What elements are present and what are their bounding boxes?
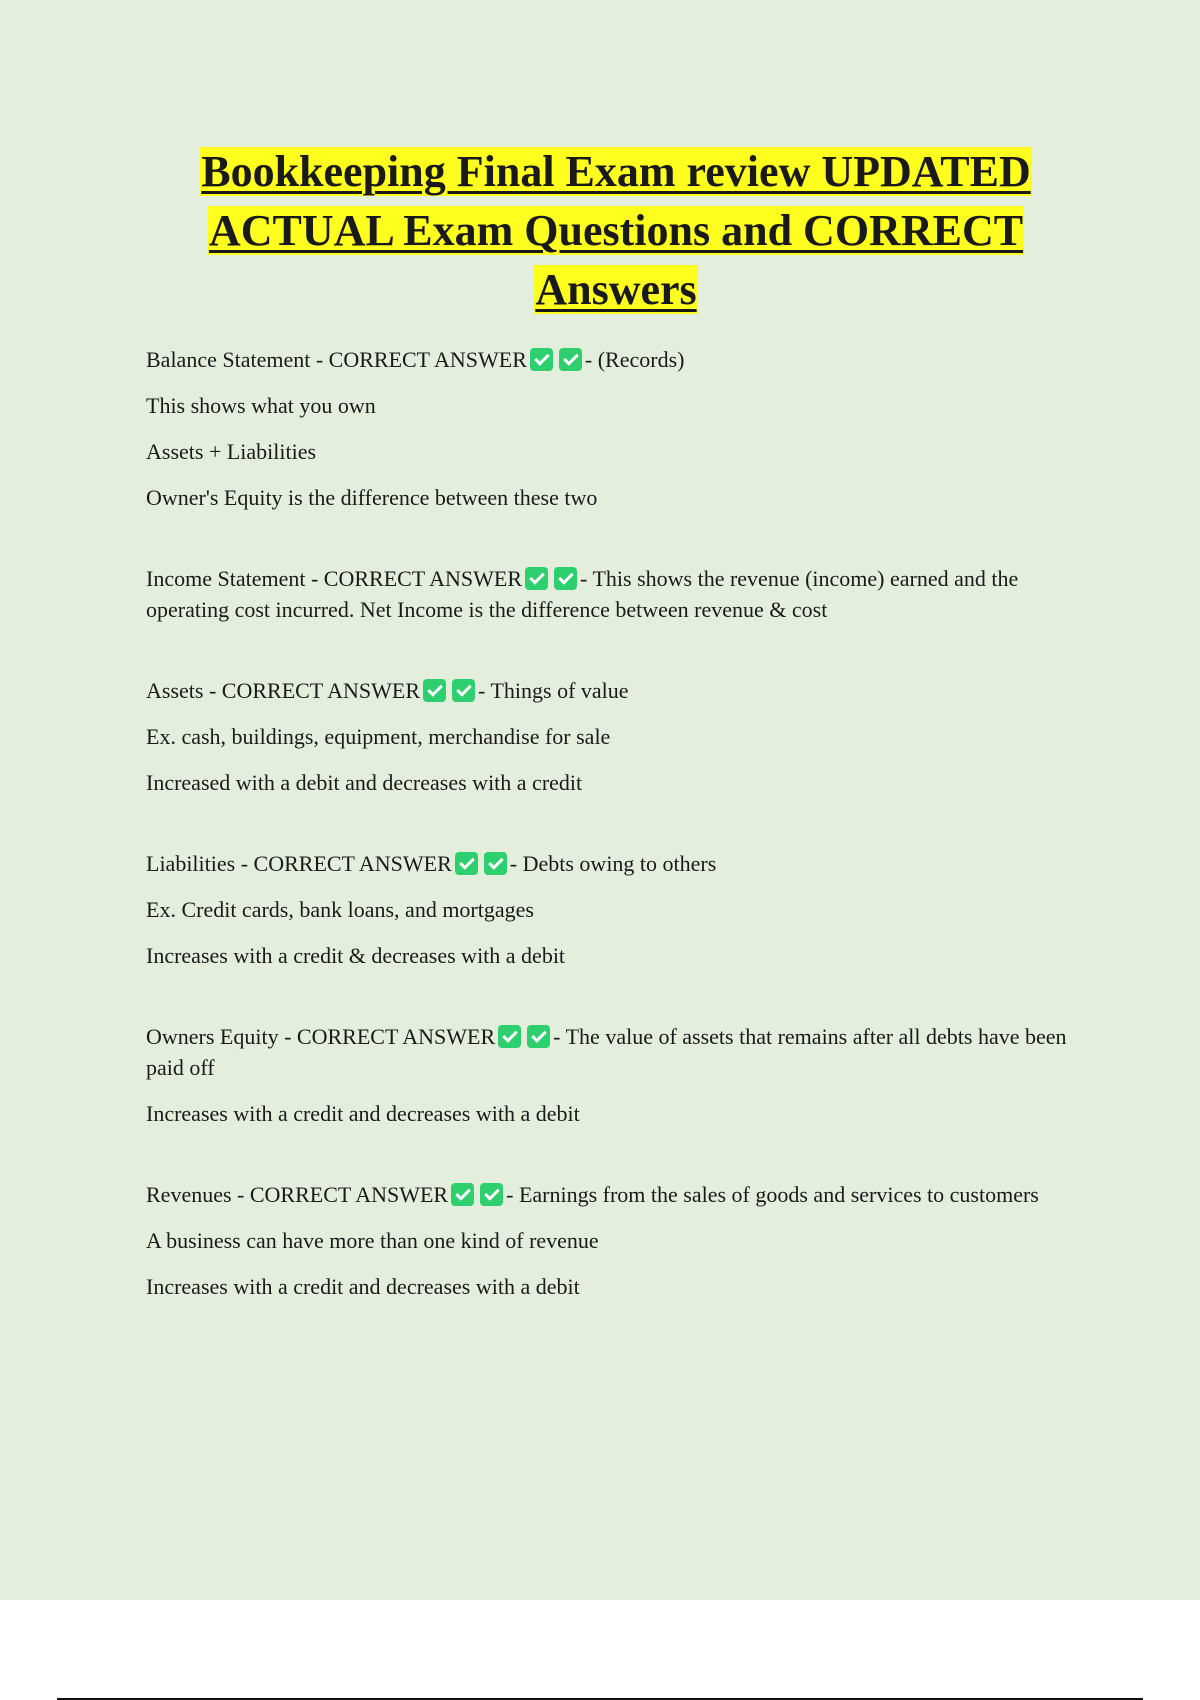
- qa-answer: The value of assets that remains after all debts have been paid off: [146, 1024, 1067, 1080]
- qa-note: Ex. cash, buildings, equipment, merchandise for sale: [146, 724, 611, 749]
- qa-note: Increases with a credit & decreases with a debit: [146, 943, 566, 968]
- qa-note: This shows what you own: [146, 393, 376, 418]
- answer-marker: CORRECT ANSWER: [296, 1024, 496, 1049]
- qa-answer: This shows the revenue (income) earned and the operating cost incurred. Net Income is the difference between revenue & cost: [146, 566, 1019, 622]
- qa-entry: [146, 563, 1086, 625]
- qa-entry: [146, 1179, 1086, 1302]
- qa-answer: Earnings from the sales of goods and services to customers: [518, 1182, 1039, 1207]
- document-title: [140, 142, 1092, 319]
- qa-note: Increases with a credit and decreases with a debit: [146, 1274, 580, 1299]
- qa-list: [146, 344, 1086, 1352]
- answer-marker: CORRECT ANSWER: [221, 678, 421, 703]
- check-mark-icon: [484, 852, 507, 875]
- check-mark-icon: [527, 1025, 550, 1048]
- qa-question-line: Balance Statement - CORRECT ANSWER - (Records): [146, 347, 685, 372]
- check-mark-icon: [530, 348, 553, 371]
- answer-marker: CORRECT ANSWER: [323, 566, 523, 591]
- qa-question-line: Liabilities - CORRECT ANSWER - Debts owing to others: [146, 851, 717, 876]
- check-mark-icon: [451, 1183, 474, 1206]
- check-mark-icon: [455, 852, 478, 875]
- qa-answer: (Records): [597, 347, 685, 372]
- qa-question-line: Owners Equity - CORRECT ANSWER - The value of assets that remains after all debts have been paid off: [146, 1024, 1067, 1080]
- answer-marker: CORRECT ANSWER: [328, 347, 527, 372]
- qa-entry: [146, 848, 1086, 971]
- qa-question-line: Assets - CORRECT ANSWER - Things of value: [146, 678, 629, 703]
- qa-note: Assets + Liabilities: [146, 439, 317, 464]
- qa-entry: [146, 675, 1086, 798]
- check-mark-icon: [525, 567, 548, 590]
- qa-term: Assets: [146, 678, 204, 703]
- check-mark-icon: [554, 567, 577, 590]
- answer-marker: CORRECT ANSWER: [253, 851, 452, 876]
- qa-note: Ex. Credit cards, bank loans, and mortgages: [146, 897, 534, 922]
- qa-note: A business can have more than one kind of revenue: [146, 1228, 599, 1253]
- qa-note: Increased with a debit and decreases with a credit: [146, 770, 583, 795]
- document-title-text: Bookkeeping Final Exam review UPDATED ACTUAL Exam Questions and CORRECT Answers: [201, 147, 1031, 314]
- qa-question-line: Income Statement - CORRECT ANSWER - This shows the revenue (income) earned and the operating cost incurred. Net Income is the difference between revenue & cost: [146, 566, 1019, 622]
- qa-term: Liabilities: [146, 851, 236, 876]
- check-mark-icon: [452, 679, 475, 702]
- qa-answer: Things of value: [490, 678, 629, 703]
- qa-entry: [146, 1021, 1086, 1129]
- qa-note: Increases with a credit and decreases with a debit: [146, 1101, 580, 1126]
- qa-term: Balance Statement: [146, 347, 311, 372]
- check-mark-icon: [423, 679, 446, 702]
- answer-marker: CORRECT ANSWER: [249, 1182, 449, 1207]
- qa-answer: Debts owing to others: [522, 851, 717, 876]
- qa-entry: [146, 344, 1086, 513]
- check-mark-icon: [498, 1025, 521, 1048]
- qa-note: Owner's Equity is the difference between these two: [146, 485, 598, 510]
- qa-term: Income Statement: [146, 566, 306, 591]
- qa-term: Owners Equity: [146, 1024, 279, 1049]
- qa-term: Revenues: [146, 1182, 232, 1207]
- check-mark-icon: [480, 1183, 503, 1206]
- qa-question-line: Revenues - CORRECT ANSWER - Earnings from the sales of goods and services to customers: [146, 1182, 1039, 1207]
- check-mark-icon: [559, 348, 582, 371]
